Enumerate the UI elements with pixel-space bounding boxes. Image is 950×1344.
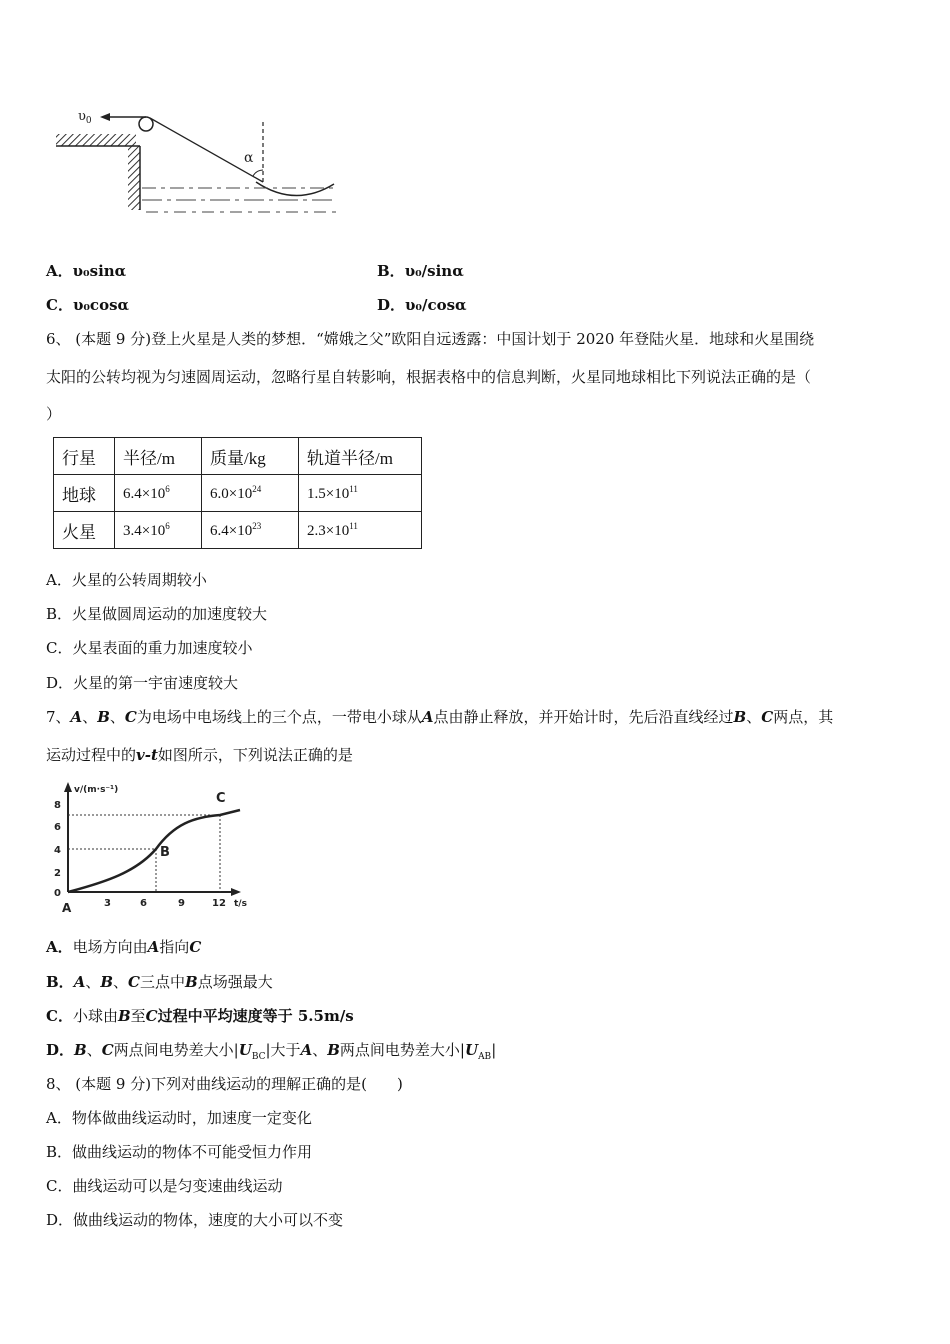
q6-stem-line2: 太阳的公转均视为匀速圆周运动，忽略行星自转影响，根据表格中的信息判断，火星同地球相比下列说法正确的是（ [46,368,812,386]
arrow-head [100,113,110,121]
angle-arc [253,170,263,176]
q6-stem-line1: 6、 (本题 9 分)登上火星是人类的梦想．“嫦娥之父”欧阳自远透露：中国计划于 2020 年登陆火星．地球和火星围绕 [46,330,815,348]
y-tick-label: 2 [54,868,61,879]
x-axis-label: t/s [234,899,247,909]
q7-stem-line1: 7、A、B、C为电场中电场线上的三个点，一带电小球从A点由静止释放，并开始计时，先后沿直线经过B、C两点，其 [46,708,834,726]
q6-option-c: C．火星表面的重力加速度较小 [46,639,253,657]
table-cell: 地球 [54,475,115,512]
table-row [54,512,422,549]
q5-option-d: D．υ₀/cosα [377,296,467,314]
point-b-label: B [160,845,170,860]
table-header: 轨道半径/m [299,438,422,475]
y-tick-label: 6 [54,822,61,833]
q6-option-d: D．火星的第一宇宙速度较大 [46,674,239,692]
q8-option-d: D．做曲线运动的物体，速度的大小可以不变 [46,1211,344,1229]
q8-option-b: B．做曲线运动的物体不可能受恒力作用 [46,1143,313,1161]
q7-option-d: D．B、C两点间电势差大小$|U_{BC}|$大于A、B两点间电势差大小$|U_{AB}|$ [46,1041,497,1062]
table-header: 质量/kg [202,438,299,475]
vt-curve [68,810,240,892]
q5-option-a: A．υ₀sinα [46,262,127,280]
v0-label: $\upsilon_0$ [78,109,92,126]
x-axis-arrow [231,888,241,896]
y-tick-label: 0 [54,888,61,899]
q8-stem: 8、 (本题 9 分)下列对曲线运动的理解正确的是( ) [46,1075,403,1093]
vt-graph [46,780,266,915]
x-tick-label: 6 [140,898,147,909]
q6-stem-line3: ） [46,405,62,423]
ground-hatch-top [56,134,136,146]
table-cell: $3.4\times 10^6$ [115,512,202,549]
q6-option-a: A．火星的公转周期较小 [46,571,207,589]
y-axis-label: v/(m·s⁻¹) [74,785,119,795]
table-cell: $6.0\times 10^{24}$ [202,475,299,512]
table-cell: $2.3\times 10^{11}$ [299,512,422,549]
table-cell: $6.4\times 10^6$ [115,475,202,512]
boat [256,182,334,196]
table-header-row [54,438,422,475]
q5-option-c: C．υ₀cosα [46,296,130,314]
q7-stem-line2: 运动过程中的v-t如图所示，下列说法正确的是 [46,746,353,764]
q7-option-c: C．小球由B至C过程中平均速度等于 5.5m/s [46,1007,354,1025]
table-header: 半径/m [115,438,202,475]
q7-option-a: A．电场方向由A指向C [46,938,202,956]
table-row [54,475,422,512]
alpha-label: α [244,150,254,166]
y-tick-label: 4 [54,845,61,856]
point-c-label: C [216,791,226,806]
point-a-label: A [62,901,72,915]
x-tick-label: 12 [212,898,226,909]
wall-hatch [128,146,140,210]
y-axis-arrow [64,782,72,792]
x-tick-label: 9 [178,898,185,909]
q8-option-a: A．物体做曲线运动时，加速度一定变化 [46,1109,312,1127]
y-tick-label: 8 [54,800,61,811]
q8-option-c: C．曲线运动可以是匀变速曲线运动 [46,1177,283,1195]
table-cell: $1.5\times 10^{11}$ [299,475,422,512]
q5-option-b: B．υ₀/sinα [377,262,464,280]
q6-option-b: B．火星做圆周运动的加速度较大 [46,605,268,623]
table-cell: 火星 [54,512,115,549]
x-tick-label: 3 [104,898,111,909]
planet-table [53,437,422,549]
table-cell: $6.4\times 10^{23}$ [202,512,299,549]
q7-option-b: B．A、B、C三点中B点场强最大 [46,973,273,991]
table-header: 行星 [54,438,115,475]
pulley-boat-figure [50,100,350,220]
